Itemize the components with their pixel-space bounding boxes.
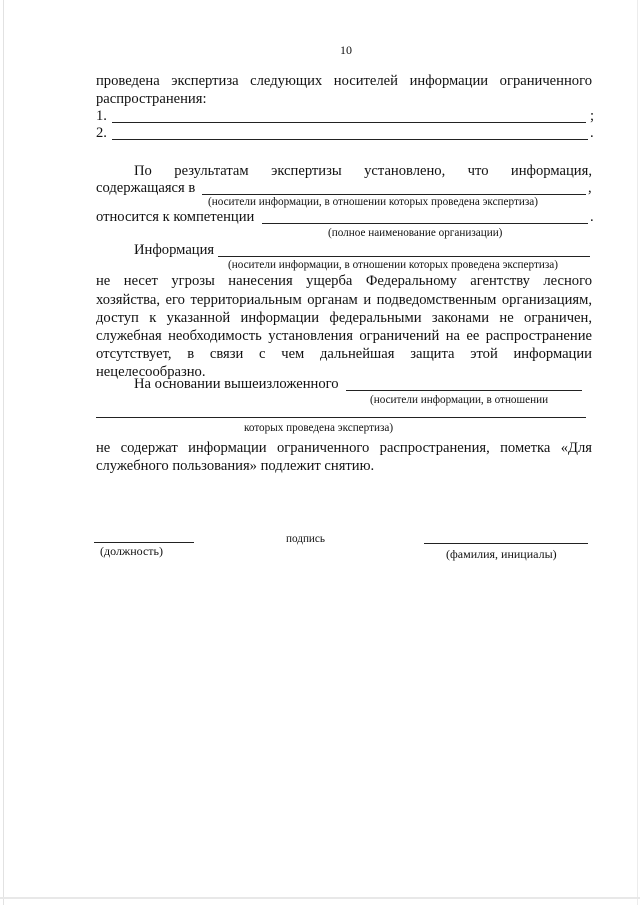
para2-first-line [134,163,592,180]
para2-word: установлено, [364,163,446,179]
para2-containing-end: , [588,180,592,196]
list-item-2-blank [112,139,588,140]
list-item-1-blank [112,122,586,123]
scan-edge-bottom [0,897,640,899]
para3-line: не несет угрозы нанесения ущерба Федеральному агентству лесного [96,273,592,289]
para1-line2: распространения: [96,91,207,107]
list-item-1-end: ; [590,108,595,124]
para2-word: информация, [510,163,592,179]
hint-media-3a: (носители информации, в отношении [370,394,549,406]
para2-word: По [134,163,152,179]
para3-line: служебная необходимость установления ограничений на ее распространение [96,328,592,344]
para2-containing-label: содержащаяся в [96,180,196,196]
para3-label: Информация [134,242,215,258]
para2-word: результатам [174,163,249,179]
name-blank [424,543,588,544]
para2-word: экспертизы [271,163,342,179]
scan-edge-right [637,0,638,905]
para4-label: На основании вышеизложенного [134,376,339,392]
para2-competence-label: относится к компетенции [96,209,255,225]
list-item-2-end: . [590,125,594,141]
para4-line1: не содержат информации ограниченного распространения, пометка «Для [96,440,592,456]
para3-last-line: нецелесообразно. [96,364,206,380]
name-label: (фамилия, инициалы) [446,547,557,561]
information-blank [218,256,590,257]
page-number: 10 [340,43,352,57]
para2-competence-end: . [590,209,594,225]
scan-edge-left [3,0,4,905]
list-item-1-number: 1. [96,108,107,124]
signature-label: подпись [286,533,325,545]
hint-media-1: (носители информации, в отношении которых проведена экспертиза) [208,196,538,208]
para4-line2: служебного пользования» подлежит снятию. [96,458,375,474]
containing-blank [202,194,586,195]
hint-media-3b: которых проведена экспертиза) [244,422,394,434]
position-blank [94,542,194,543]
hint-media-2: (носители информации, в отношении которых проведена экспертиза) [228,259,558,271]
list-item-2-number: 2. [96,125,107,141]
basis-blank-continued [96,417,586,418]
para3-line: доступ к указанной информации федеральными законами не ограничен, [96,310,592,326]
hint-organization: (полное наименование организации) [328,227,503,239]
position-label: (должность) [100,544,163,558]
para3-line: отсутствует, в связи с чем дальнейшая защита этой информации [96,346,592,362]
para2-word: что [467,163,489,179]
competence-blank [262,223,588,224]
para1-line1: проведена экспертиза следующих носителей информации ограниченного [96,73,592,89]
basis-blank [346,390,582,391]
para3-line: хозяйства, его территориальным органам и подведомственным организациям, [96,292,592,308]
